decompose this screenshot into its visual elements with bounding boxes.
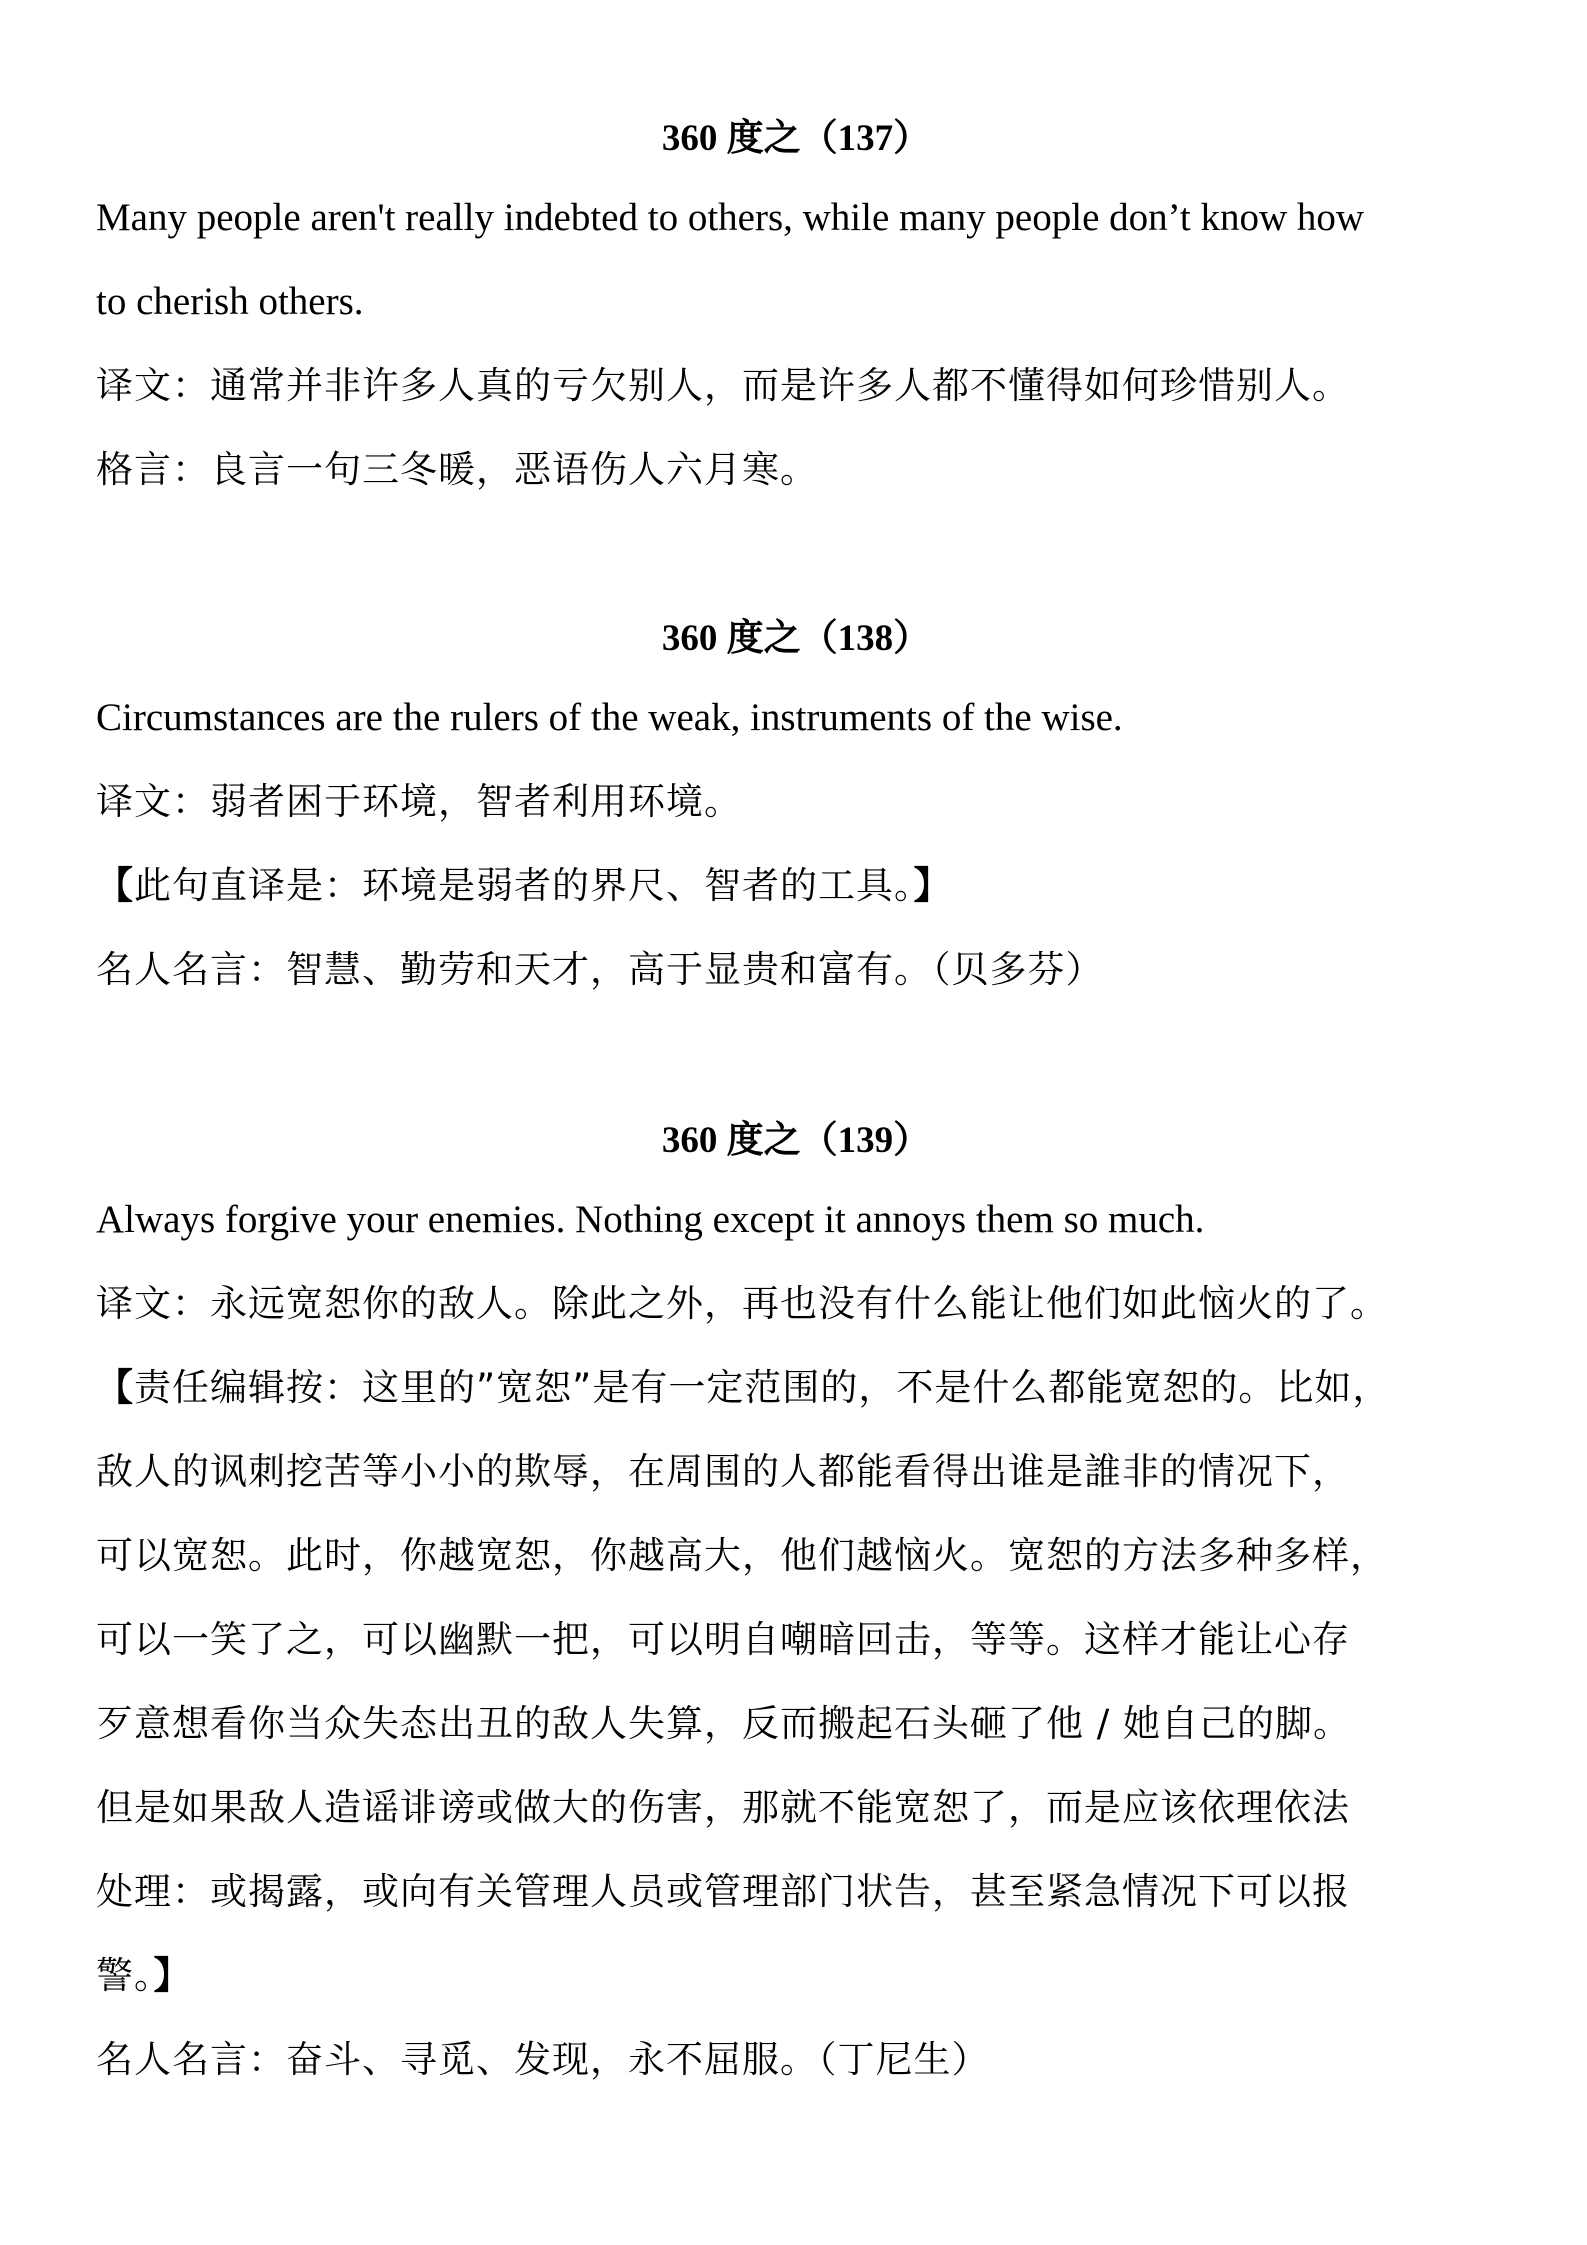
translation-text: 译文：弱者困于环境，智者利用环境。 bbox=[96, 780, 742, 823]
close-bracket: 】 bbox=[153, 1954, 192, 1997]
famous-quote: 名人名言：奋斗、寻觅、发现，永不屈服。（丁尼生） bbox=[96, 2038, 990, 2081]
editor-note-line-6: 但是如果敌人造谣诽谤或做大的伤害，那就不能宽恕了，而是应该依理依法 bbox=[96, 1786, 1350, 1829]
open-bracket: 【 bbox=[96, 864, 134, 907]
english-sentence: Always forgive your enemies. Nothing except it annoys them so much. bbox=[96, 1198, 1205, 1241]
section-138 bbox=[96, 614, 1496, 1012]
section-title: 360 度之（139） bbox=[661, 1120, 931, 1161]
section-title: 360 度之（138） bbox=[661, 618, 931, 659]
translation-text: 译文：通常并非许多人真的亏欠别人，而是许多人都不懂得如何珍惜别人。 bbox=[96, 364, 1350, 407]
literal-translation-note bbox=[96, 844, 1496, 928]
editor-note-line-3: 可以宽恕。此时，你越宽恕，你越高大，他们越恼火。宽恕的方法多种多样， bbox=[96, 1534, 1388, 1577]
section-title: 360 度之（137） bbox=[661, 118, 931, 159]
english-sentence: Circumstances are the rulers of the weak, instruments of the wise. bbox=[96, 696, 1123, 739]
note-line: 此句直译是：环境是弱者的界尺、智者的工具。 bbox=[134, 864, 914, 907]
translation-text: 译文：永远宽恕你的敌人。除此之外，再也没有什么能让他们如此恼火的了。 bbox=[96, 1282, 1388, 1325]
open-bracket: 【 bbox=[96, 1366, 134, 1409]
motto-text: 格言：良言一句三冬暖，恶语伤人六月寒。 bbox=[96, 448, 818, 491]
note-line: 警。 bbox=[96, 1954, 154, 1997]
editor-note-line-4: 可以一笑了之，可以幽默一把，可以明自嘲暗回击，等等。这样才能让心存 bbox=[96, 1618, 1350, 1661]
editor-note-line-5: 歹意想看你当众失态出丑的敌人失算，反而搬起石头砸了他 / 她自己的脚。 bbox=[96, 1702, 1351, 1745]
editor-note-line-7: 处理：或揭露，或向有关管理人员或管理部门状告，甚至紧急情况下可以报 bbox=[96, 1870, 1350, 1913]
close-bracket: 】 bbox=[913, 864, 952, 907]
section-139 bbox=[96, 1116, 1496, 2102]
english-sentence-line-2: to cherish others. bbox=[96, 280, 364, 323]
editor-note-line-2: 敌人的讽刺挖苦等小小的欺辱，在周围的人都能看得出谁是誰非的情况下， bbox=[96, 1450, 1350, 1493]
editor-note-line-8 bbox=[96, 1934, 1496, 2018]
section-137 bbox=[96, 114, 1496, 512]
english-sentence-line-1: Many people aren't really indebted to others, while many people don’t know how bbox=[96, 196, 1365, 239]
famous-quote: 名人名言：智慧、勤劳和天才，高于显贵和富有。（贝多芬） bbox=[96, 948, 1104, 991]
editor-note-line-1 bbox=[96, 1346, 1496, 1430]
note-line: 责任编辑按：这里的”宽恕”是有一定范围的，不是什么都能宽恕的。比如， bbox=[134, 1366, 1391, 1409]
